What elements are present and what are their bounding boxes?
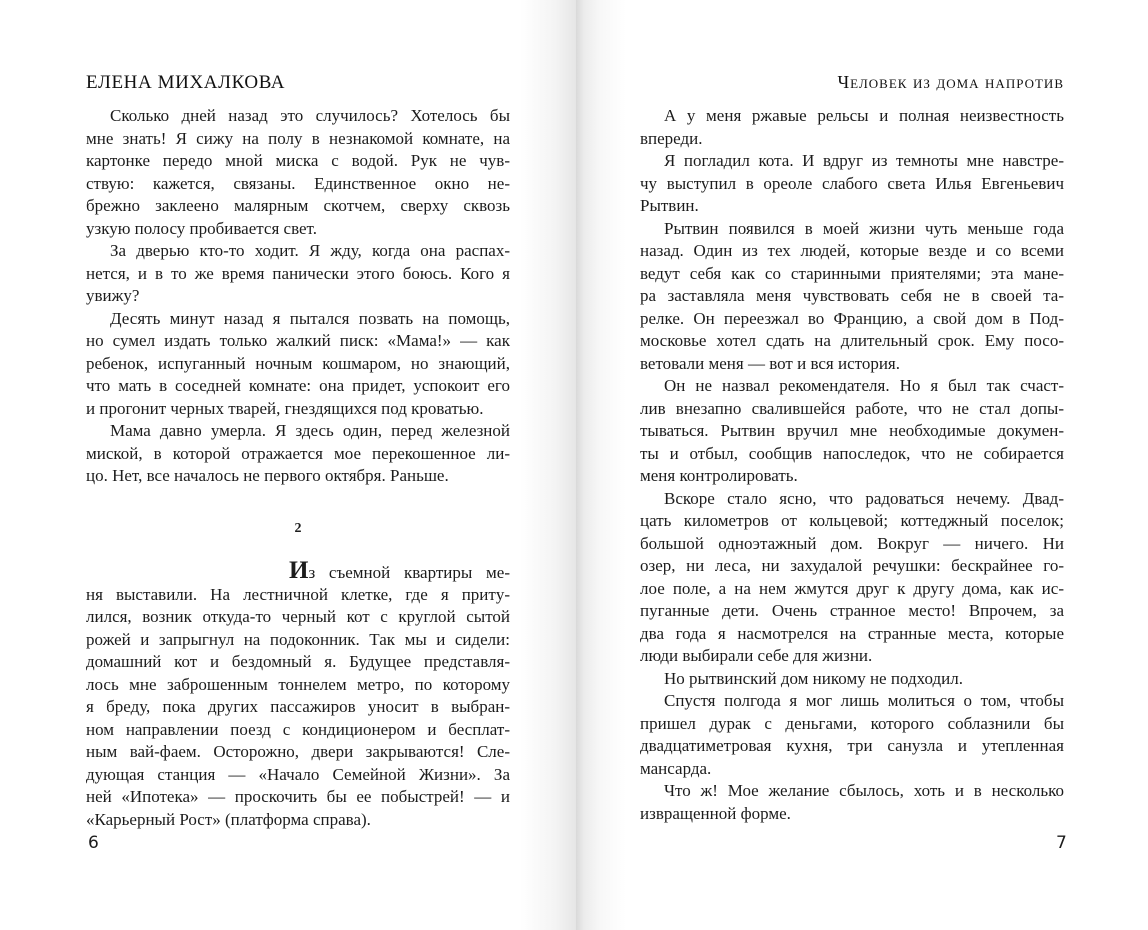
text-line: Что ж! Мое желание сбылось, хоть и в несколько (664, 781, 1064, 800)
text-line: лился, возник откуда-то черный кот с круглой сытой (86, 607, 510, 626)
text-line: два года я насмотрелся на странные места, которые (640, 623, 1064, 643)
page-number: 6 (88, 833, 99, 853)
text-line: меня контролировать. (640, 466, 798, 485)
text-line: домашний кот и бездомный я. Будущее представля- (86, 652, 510, 671)
text-line: ра заставляла меня чувствовать себя не в своей та- (640, 286, 1064, 305)
text-line: увижу? (86, 286, 140, 305)
text-line: московье хотел сдать на длительный срок. Ему посо- (640, 331, 1064, 350)
text-line: ным вай-фаем. Осторожно, двери закрываются! Сле- (86, 742, 510, 761)
text-line: нется, и в то же время панически этого боюсь. Кого я (86, 263, 510, 283)
text-line: ном направлении поезд с кондиционером и бесплат- (86, 719, 510, 739)
text-line (86, 557, 510, 584)
text-line: релке. Он переезжал во Францию, а свой дом в Под- (640, 308, 1064, 328)
running-head-author: ЕЛЕНА МИХАЛКОВА (86, 72, 286, 93)
text-line: цо. Нет, все началось не первого октября. Раньше. (86, 466, 449, 485)
text-line: Вскоре стало ясно, что радоваться нечему. Двад- (664, 488, 1064, 508)
text-line: «Карьерный Рост» (платформа справа). (86, 809, 371, 829)
text-line: лив внезапно свалившейся работе, что не стал допы- (640, 398, 1064, 418)
text-line-rest: з съемной квартиры ме- (308, 563, 510, 582)
text-line: но сумел издать только жалкий писк: «Мама!» — как (86, 331, 510, 350)
running-head-title: Человек из дома напротив (837, 72, 1064, 92)
text-line: Сколько дней назад это случилось? Хотелось бы (110, 106, 510, 125)
text-line: и прогонит черных тварей, гнездящихся под кроватью. (86, 398, 484, 418)
text-line: За дверью кто-то ходит. Я жду, когда она распах- (110, 241, 510, 260)
text-line: чу выступил в ореоле слабого света Илья Евгеньевич (640, 173, 1064, 193)
text-line: Мама давно умерла. Я здесь один, перед железной (110, 421, 510, 440)
text-line: лось мне заброшенным тоннелем метро, по которому (86, 674, 510, 694)
text-line: озер, ни леса, ни захудалой речушки: бескрайнее го- (640, 556, 1064, 575)
text-line: назад. Один из тех людей, которые везде и со всеми (640, 241, 1064, 260)
text-line: Рытвин появился в моей жизни чуть меньше года (664, 218, 1064, 238)
text-line: извращенной форме. (640, 803, 791, 823)
text-line: ведут себя как со старинными приятелями; эта мане- (640, 263, 1064, 283)
text-line: ней «Ипотека» — проскочить бы ее побыстрей! — и (86, 787, 510, 806)
text-block (640, 105, 1064, 825)
text-line: цать километров от кольцевой; коттеджный поселок; (640, 511, 1064, 530)
text-line: ты и отбыл, сообщив напоследок, что не собирается (640, 443, 1064, 463)
text-line: Он не назвал рекомендателя. Но я был так счаст- (664, 376, 1064, 395)
text-line: я бреду, пока других пассажиров уносит в выбран- (86, 697, 510, 716)
text-line: пуганные дети. Очень странное место! Впрочем, за (640, 601, 1064, 620)
drop-cap: И (289, 557, 309, 584)
text-line: узкую полосу пробивается свет. (86, 218, 317, 238)
text-line: пришел дурак с деньгами, которого соблазнили бы (640, 713, 1064, 733)
text-line: рожей и запрыгнул на подоконник. Так мы и сидели: (86, 629, 510, 649)
text-line: ветовали меня — вот и вся история. (640, 353, 900, 373)
text-block (86, 105, 510, 488)
text-line: ребенок, испуганный ночным кошмаром, но знающий, (86, 353, 510, 373)
text-line: Десять минут назад я пытался позвать на помощь, (110, 308, 510, 328)
text-line: двадцатиметровая кухня, три санузла и утепленная (640, 736, 1064, 755)
text-line: мансарда. (640, 758, 712, 778)
text-line: картонке передо мной миска с водой. Рук не чув- (86, 151, 510, 170)
text-line: впереди. (640, 128, 703, 148)
text-line: Я погладил кота. И вдруг из темноты мне навстре- (664, 151, 1064, 170)
text-line: лое поле, а на нем жмутся друг к другу дома, как ис- (640, 578, 1064, 598)
text-line: что мать в соседней комнате: она придет, успокоит его (86, 376, 510, 395)
text-line: Спустя полгода я мог лишь молиться о том, чтобы (664, 691, 1064, 710)
text-line: ня выставили. На лестничной клетке, где я притy- (86, 584, 510, 604)
text-line: Но рытвинский дом никому не подходил. (664, 668, 963, 688)
text-line: брежно заклеено малярным скотчем, сверху сквозь (86, 196, 510, 215)
text-line: А у меня ржавые рельсы и полная неизвестность (664, 106, 1064, 125)
text-line: люди выбирали себе для жизни. (640, 646, 873, 665)
text-line: мне знать! Я сижу на полу в незнакомой комнате, на (86, 128, 510, 148)
text-line: Рытвин. (640, 196, 699, 215)
text-line: тываться. Рытвин вручил мне необходимые докумен- (640, 421, 1064, 440)
right-page (576, 0, 1148, 930)
text-line: миской, в которой отражается мое перекошенное ли- (86, 443, 510, 463)
chapter-number: 2 (294, 521, 302, 536)
text-line: ствую: кажется, связаны. Единственное окно не- (86, 173, 510, 193)
page-number: 7 (1056, 833, 1067, 853)
text-line: дующая станция — «Начало Семейной Жизни». За (86, 764, 510, 784)
text-block (86, 557, 510, 831)
text-line: большой одноэтажный дом. Вокруг — ничего. Ни (640, 533, 1064, 553)
